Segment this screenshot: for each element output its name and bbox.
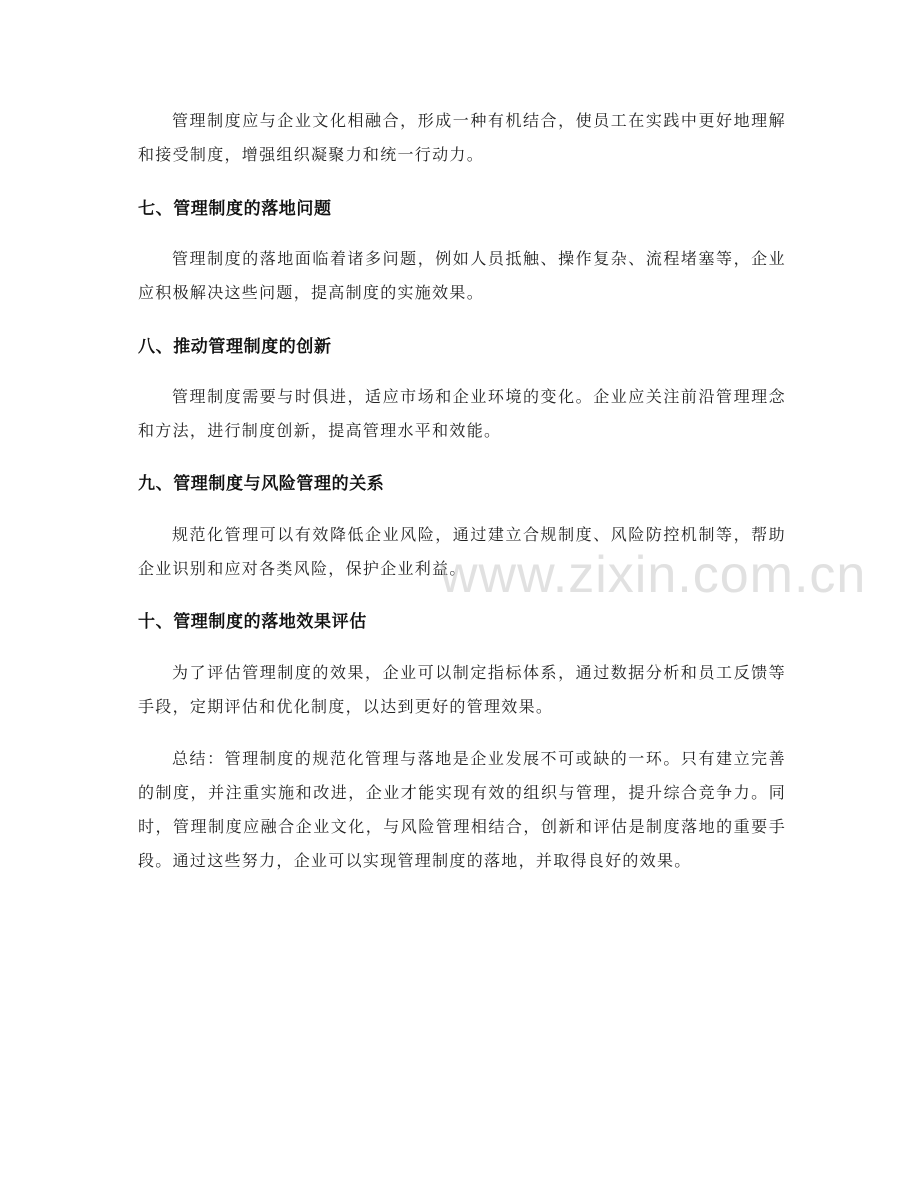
heading-section-8: 八、推动管理制度的创新: [138, 337, 332, 357]
heading-section-10: 十、管理制度的落地效果评估: [138, 612, 367, 632]
paragraph-implementation-issues: 管理制度的落地面临着诸多问题，例如人员抵触、操作复杂、流程堵塞等，企业应积极解决这些问题，提高制度的实施效果。: [138, 249, 786, 302]
paragraph-culture-integration: 管理制度应与企业文化相融合，形成一种有机结合，使员工在实践中更好地理解和接受制度，增强组织凝聚力和统一行动力。: [138, 111, 786, 164]
paragraph-risk-management: 规范化管理可以有效降低企业风险，通过建立合规制度、风险防控机制等，帮助企业识别和应对各类风险，保护企业利益。: [138, 525, 786, 578]
heading-section-9: 九、管理制度与风险管理的关系: [138, 474, 385, 494]
heading-section-7: 七、管理制度的落地问题: [138, 199, 332, 219]
paragraph-summary: 总结：管理制度的规范化管理与落地是企业发展不可或缺的一环。只有建立完善的制度，并注重实施和改进，企业才能实现有效的组织与管理，提升综合竞争力。同时，管理制度应融合企业文化，与风险管理相结合，创新和评估是制度落地的重要手段。通过这些努力，企业可以实现管理制度的落地，并取得良好的效果。: [138, 749, 786, 870]
paragraph-effect-evaluation: 为了评估管理制度的效果，企业可以制定指标体系，通过数据分析和员工反馈等手段，定期评估和优化制度，以达到更好的管理效果。: [138, 663, 786, 716]
paragraph-innovation: 管理制度需要与时俱进，适应市场和企业环境的变化。企业应关注前沿管理理念和方法，进行制度创新，提高管理水平和效能。: [138, 387, 786, 440]
watermark: www.zixin.com.cn: [440, 546, 867, 604]
